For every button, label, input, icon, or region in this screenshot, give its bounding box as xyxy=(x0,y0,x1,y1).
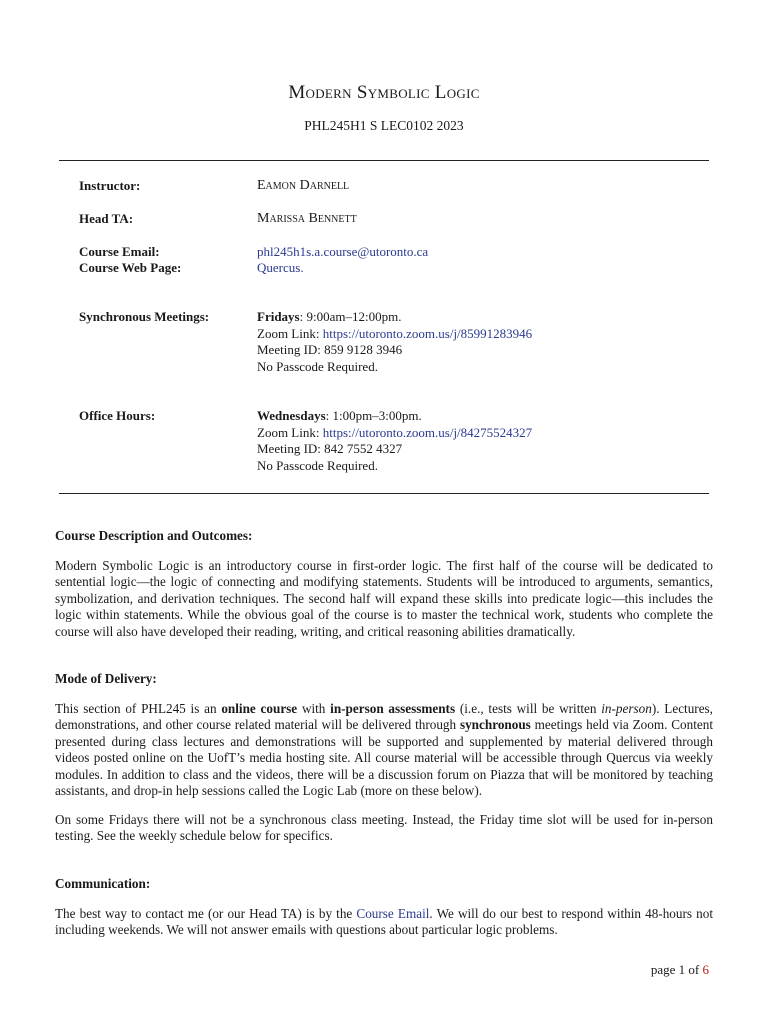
course-email-inline-link[interactable]: Course Email xyxy=(356,905,430,921)
head-ta-label: Head TA: xyxy=(79,211,134,226)
head-ta-name: Marissa Bennett xyxy=(257,211,357,226)
bottom-divider xyxy=(59,493,709,494)
course-email-link[interactable]: phl245h1s.a.course@utoronto.ca xyxy=(257,244,429,259)
instructor-name: Eamon Darnell xyxy=(257,178,350,193)
description-heading: Course Description and Outcomes: xyxy=(55,528,253,543)
office-zoom-prefix: Zoom Link: xyxy=(257,424,323,440)
office-day: Wednesdays xyxy=(257,408,326,423)
mode-in-person-assessments: in-person assessments xyxy=(330,700,456,716)
mode-heading: Mode of Delivery: xyxy=(55,671,157,686)
communication-heading: Communication: xyxy=(55,876,151,891)
top-divider xyxy=(59,160,709,161)
communication-text xyxy=(55,906,713,939)
mode-section xyxy=(55,671,713,845)
page-number xyxy=(651,962,709,978)
instructor-label: Instructor: xyxy=(79,178,141,193)
office-hours-label: Office Hours: xyxy=(79,408,156,423)
communication-text-a: The best way to contact me (or our Head TA) is by the xyxy=(55,905,357,921)
page-number-prefix: page 1 of xyxy=(650,962,703,977)
course-code: PHL245H1 S LEC0102 2023 xyxy=(304,118,464,133)
sync-day: Fridays xyxy=(257,309,300,324)
mode-text-g: ). Lectures, demonstrations, and other course related material will be delivered through xyxy=(55,700,713,732)
course-email-label: Course Email: xyxy=(79,244,160,259)
sync-zoom-prefix: Zoom Link: xyxy=(257,325,323,341)
mode-paragraph-2: On some Fridays there will not be a synchronous class meeting. Instead, the Friday time slot will be used for in-person testing. See the weekly schedule below for specifics. xyxy=(55,811,713,843)
description-text: Modern Symbolic Logic is an introductory course in first-order logic. The first half of the course will be dedicated to sentential logic—the logic of connecting and modifying statements. Students will be introduced to arguments, semantics, symbolization, and derivation techniques. The second half will expand these skills into predicate logic—this includes the logic within statements. While the obvious goal of the course is to master the technical work, students who complete the course will also have developed their reading, writing, and critical reasoning abilities dramatically. xyxy=(55,557,713,639)
mode-text-c: with xyxy=(297,700,331,716)
office-time: : 1:00pm–3:00pm. xyxy=(325,408,422,423)
description-section xyxy=(55,528,713,640)
page-title: Modern Symbolic Logic xyxy=(288,82,480,103)
mode-synchronous: synchronous xyxy=(459,717,531,732)
sync-passcode: No Passcode Required. xyxy=(257,358,378,374)
mode-text-i: meetings held via Zoom. Content presented during class lectures and demonstrations will be supported and supplemented by material delivered through videos posted online on the UofT’s media hosting site. All course material will be accessible through Quercus via weekly modules. In addition to class and the videos, there will be a discussion forum on Piazza that will be monitored by teaching assistants, and drop-in help sessions called the Logic Lab (more on these below). xyxy=(55,717,713,798)
sync-zoom-link[interactable]: https://utoronto.zoom.us/j/85991283946 xyxy=(322,325,533,341)
course-webpage-label: Course Web Page: xyxy=(79,260,182,275)
communication-section xyxy=(55,876,713,939)
page-total-link[interactable]: 6 xyxy=(702,962,709,977)
course-webpage-link[interactable]: Quercus. xyxy=(257,260,304,275)
sync-meeting-id: Meeting ID: 859 9128 3946 xyxy=(257,342,403,357)
sync-meetings-label: Synchronous Meetings: xyxy=(79,309,210,324)
mode-in-person: in-person xyxy=(601,700,652,716)
mode-text-a: This section of PHL245 is an xyxy=(55,700,222,716)
office-zoom-link[interactable]: https://utoronto.zoom.us/j/84275524327 xyxy=(322,424,533,440)
office-passcode: No Passcode Required. xyxy=(257,457,378,473)
sync-time: : 9:00am–12:00pm. xyxy=(299,309,402,324)
mode-paragraph-1 xyxy=(55,701,713,800)
office-meeting-id: Meeting ID: 842 7552 4327 xyxy=(257,441,403,456)
mode-text-e: (i.e., tests will be written xyxy=(455,700,602,716)
communication-text-b: . We will do our best to respond within 48-hours not including weekends. We will not answer emails with questions about particular logic problems. xyxy=(55,905,714,937)
mode-online-course: online course xyxy=(221,700,298,716)
